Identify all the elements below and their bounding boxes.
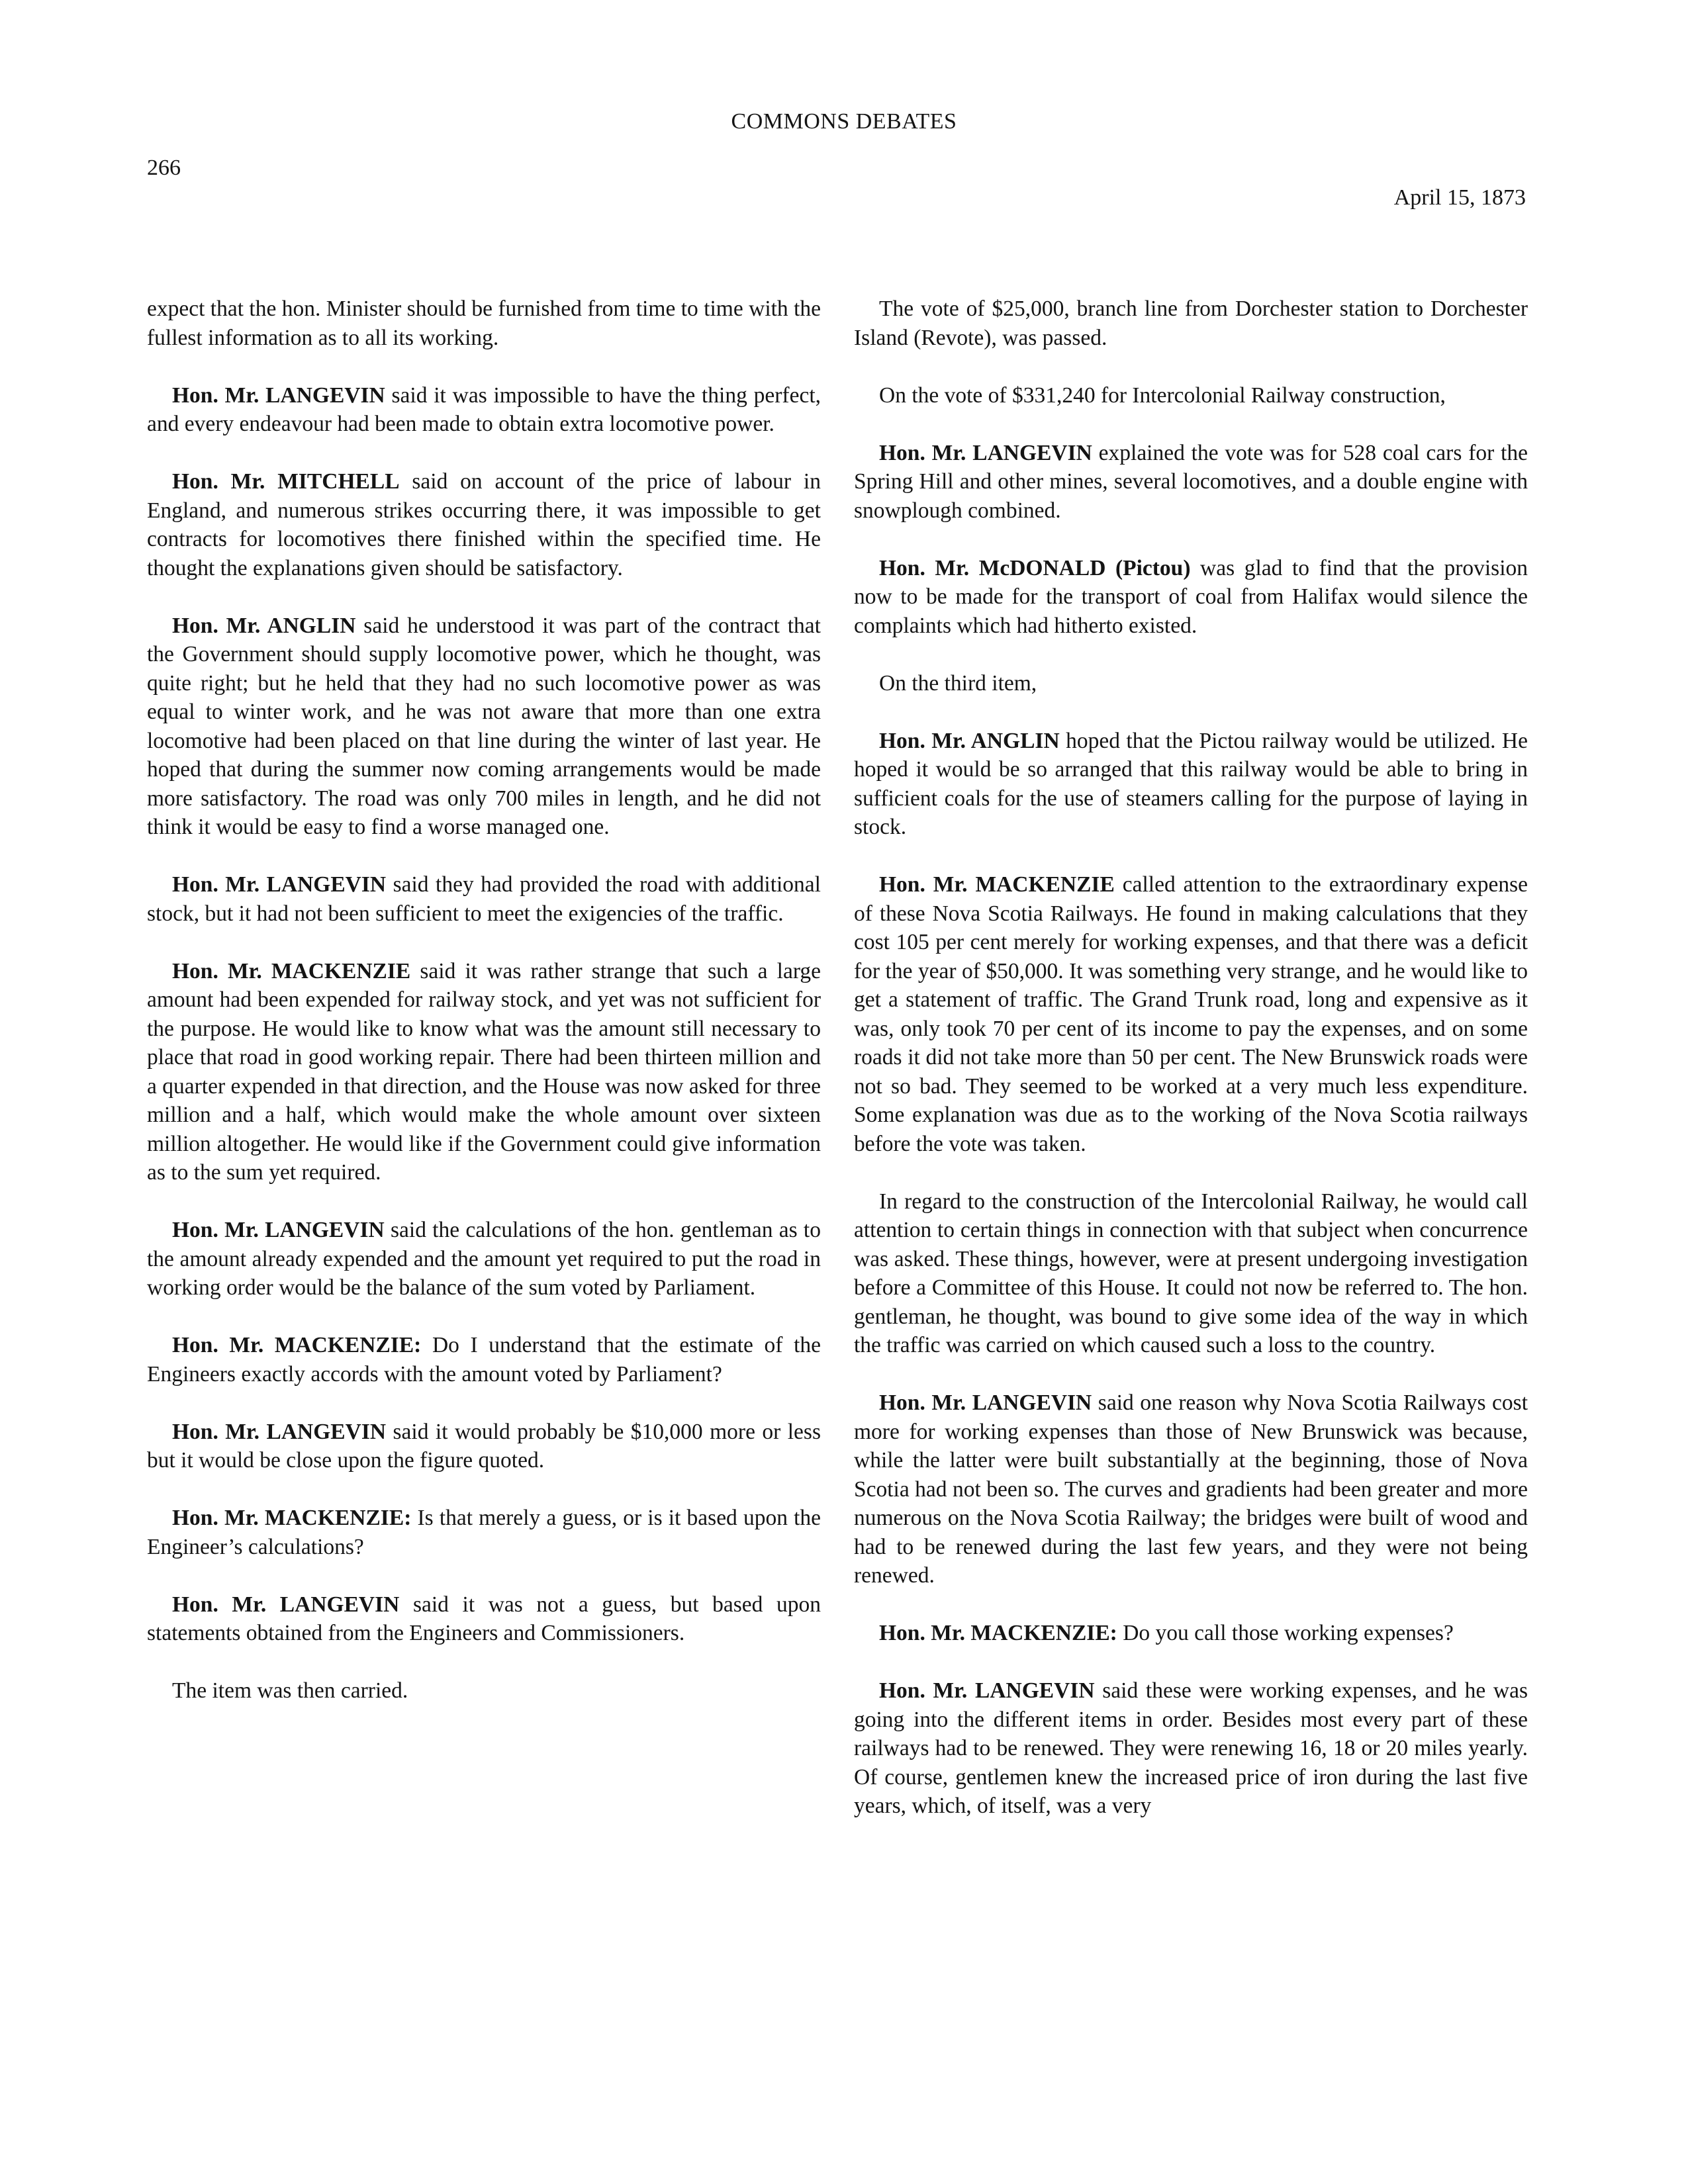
page-date: April 15, 1873 <box>1393 185 1526 210</box>
speech-text: Do you call those working expenses? <box>1117 1621 1454 1645</box>
speech-text: said it would probably be $10,000 more or less but it would be close upon the figure quoted. <box>147 1419 821 1473</box>
speech-paragraph <box>854 439 1528 525</box>
speech-paragraph <box>147 957 821 1187</box>
speech-paragraph <box>147 1590 821 1648</box>
speech-paragraph <box>147 612 821 842</box>
speech-paragraph <box>854 554 1528 641</box>
running-head-title: COMMONS DEBATES <box>731 109 957 134</box>
speech-paragraph <box>854 727 1528 842</box>
speech-text: said it was rather strange that such a large amount had been expended for railway stock, and yet was not sufficient for the purpose. He would like to know what was the amount still necessary to place that road in good working repair. There had been thirteen million and a quarter expended in that direction, and the House was now asked for three million and a half, which would make the whole amount over sixteen million altogether. He would like if the Government could give information as to the sum yet required. <box>147 958 821 1185</box>
paragraph <box>854 381 1528 410</box>
right-column <box>854 295 1528 1849</box>
speech-text: explained the vote was for 528 coal cars for the Spring Hill and other mines, several locomotives, and a double engine with snowplough combined. <box>854 440 1528 523</box>
left-column <box>147 295 821 1734</box>
speaker-name: Hon. Mr. LANGEVIN <box>172 872 387 897</box>
speaker-name: Hon. Mr. LANGEVIN <box>172 383 385 408</box>
paragraph-text: In regard to the construction of the Intercolonial Railway, he would call attention to certain things in connection with that subject when concurrence was asked. These things, however, were at present undergoing investigation before a Committee of this House. It could not now be referred to. The hon. gentleman, he thought, was bound to give some idea of the way in which the traffic was carried on which caused such a loss to the country. <box>854 1189 1528 1357</box>
speech-text: said the calculations of the hon. gentleman as to the amount already expended and the amount yet required to put the road in working order would be the balance of the sum voted by Parliament. <box>147 1218 821 1300</box>
speaker-name: Hon. Mr. MACKENZIE <box>879 872 1115 897</box>
speaker-name: Hon. Mr. LANGEVIN <box>172 1218 385 1242</box>
speaker-name: Hon. Mr. MACKENZIE: <box>172 1506 412 1530</box>
speech-paragraph <box>147 1504 821 1561</box>
speaker-name: Hon. Mr. LANGEVIN <box>879 1390 1092 1415</box>
paragraph <box>854 669 1528 698</box>
paragraph <box>854 295 1528 352</box>
paragraph <box>854 1187 1528 1360</box>
speech-text: said it was not a guess, but based upon statements obtained from the Engineers and Commissioners. <box>147 1592 821 1645</box>
speech-text: Is that merely a guess, or is it based upon the Engineer’s calculations? <box>147 1506 821 1559</box>
speech-paragraph <box>147 1418 821 1475</box>
speaker-name: Hon. Mr. LANGEVIN <box>879 1678 1095 1703</box>
speech-text: said it was impossible to have the thing perfect, and every endeavour had been made to obtain extra locomotive power. <box>147 383 821 436</box>
speaker-name: Hon. Mr. MACKENZIE <box>172 958 411 983</box>
speech-text: said they had provided the road with additional stock, but it had not been sufficient to meet the exigencies of the traffic. <box>147 872 821 926</box>
speech-paragraph <box>854 1619 1528 1648</box>
paragraph-text: On the third item, <box>879 670 1037 696</box>
speech-text: said on account of the price of labour in England, and numerous strikes occurring there, it was impossible to get contracts for locomotives there finished within the specified time. He thought the explanations given should be satisfactory. <box>147 469 821 580</box>
speech-text: called attention to the extraordinary expense of these Nova Scotia Railways. He found in making calculations that they cost 105 per cent merely for working expenses, and that there was a deficit for the year of $50,000. It was something very strange, and he would like to get a statement of traffic. The Grand Trunk road, long and expensive as it was, only took 70 per cent of its income to pay the expenses, and on some roads it did not take more than 50 per cent. The New Brunswick roads were not so bad. They seemed to be worked at a very much less expenditure. Some explanation was due as to the working of the Nova Scotia railways before the vote was taken. <box>854 872 1528 1156</box>
speech-text: said he understood it was part of the contract that the Government should supply locomotive power, which he thought, was quite right; but he held that they had no such locomotive power as was equal to winter work, and he was not aware that more than one extra locomotive had been placed on that line during the winter of last year. He hoped that during the summer now coming arrangements would be made more satisfactory. The road was only 700 miles in length, and he did not think it would be easy to find a worse managed one. <box>147 613 821 839</box>
speech-paragraph <box>147 1216 821 1302</box>
speech-paragraph <box>854 1388 1528 1590</box>
speech-paragraph <box>147 870 821 928</box>
speech-paragraph <box>147 467 821 582</box>
speaker-name: Hon. Mr. MACKENZIE: <box>879 1621 1117 1645</box>
paragraph-text: On the vote of $331,240 for Intercolonial Railway construction, <box>879 383 1446 408</box>
speech-text: was glad to find that the provision now to be made for the transport of coal from Halifax would silence the complaints which had hitherto existed. <box>854 555 1528 638</box>
speech-paragraph <box>147 381 821 439</box>
speaker-name: Hon. Mr. ANGLIN <box>879 728 1060 753</box>
paragraph <box>147 295 821 352</box>
speaker-name: Hon. Mr. McDONALD (Pictou) <box>879 555 1191 580</box>
speech-text: said these were working expenses, and he was going into the different items in order. Besides most every part of these railways had to be renewed. They were renewing 16, 18 or 20 miles yearly. Of course, gentlemen knew the increased price of iron during the last five years, which, of itself, was a very <box>854 1678 1528 1818</box>
speaker-name: Hon. Mr. ANGLIN <box>172 613 356 638</box>
speech-paragraph <box>854 1676 1528 1821</box>
paragraph <box>147 1676 821 1706</box>
speech-text: said one reason why Nova Scotia Railways cost more for working expenses than those of New Brunswick was because, while the latter were built substantially at the beginning, those of Nova Scotia had not been so. The curves and gradients had been greater and more numerous on the Nova Scotia Railway; the bridges were built of wood and had to be renewed during the last few years, and they were not being renewed. <box>854 1390 1528 1588</box>
speech-text: Do I understand that the estimate of the Engineers exactly accords with the amount voted by Parliament? <box>147 1333 821 1387</box>
speaker-name: Hon. Mr. MITCHELL <box>172 469 400 494</box>
speaker-name: Hon. Mr. LANGEVIN <box>172 1592 400 1617</box>
speaker-name: Hon. Mr. LANGEVIN <box>879 440 1092 465</box>
paragraph-text: The vote of $25,000, branch line from Dorchester station to Dorchester Island (Revote), was passed. <box>854 296 1528 350</box>
page-number: 266 <box>147 156 181 180</box>
paragraph-text: expect that the hon. Minister should be furnished from time to time with the fullest information as to all its working. <box>147 296 821 350</box>
speaker-name: Hon. Mr. LANGEVIN <box>172 1419 387 1444</box>
speaker-name: Hon. Mr. MACKENZIE: <box>172 1333 422 1357</box>
speech-paragraph <box>854 870 1528 1158</box>
speech-paragraph <box>147 1331 821 1388</box>
speech-text: hoped that the Pictou railway would be utilized. He hoped it would be so arranged that this railway would be able to bring in sufficient coals for the use of steamers calling for the purpose of laying in stock. <box>854 728 1528 839</box>
paragraph-text: The item was then carried. <box>172 1678 408 1703</box>
